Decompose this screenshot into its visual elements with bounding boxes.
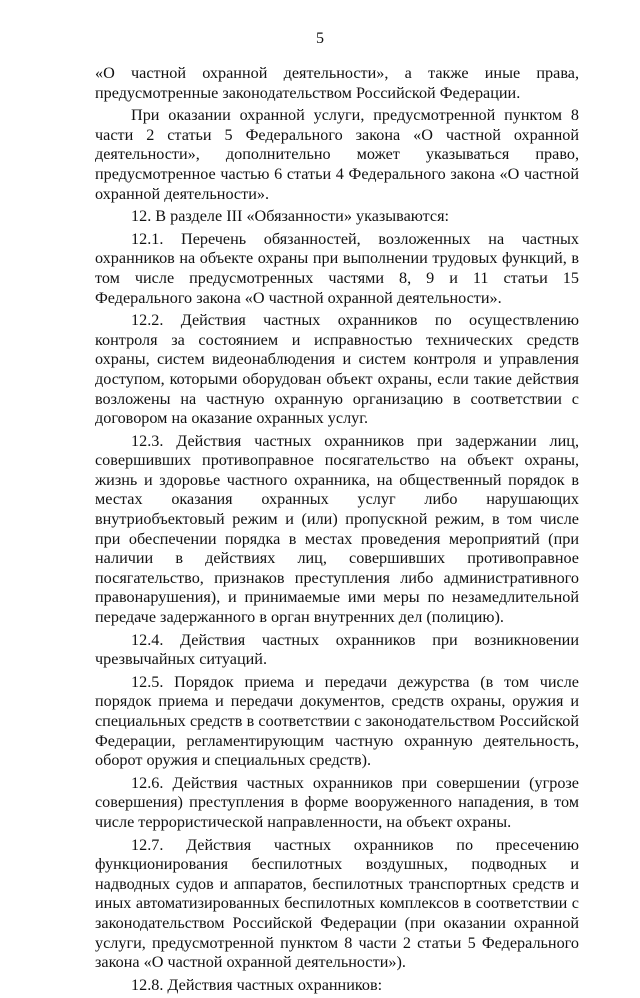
paragraph: 12.1. Перечень обязанностей, возложенных на частных охранников на объекте охраны при выполнении трудовых функций, в том числе предусмотренных частями 8, 9 и 11 статьи 15 Федерального закона «О частной охранной деятельности». <box>95 229 579 307</box>
document-body <box>95 64 579 998</box>
paragraph: 12.7. Действия частных охранников по пресечению функционирования беспилотных воздушных, подводных и надводных судов и аппаратов, беспилотных транспортных средств и иных автоматизированных беспилотных комплексов в соответствии с законодательством Российской Федерации (при оказании охранной услуги, предусмотренной пунктом 8 части 2 статьи 5 Федерального закона «О частной охранной деятельности»). <box>95 835 579 972</box>
paragraph: 12.8. Действия частных охранников: <box>131 975 383 994</box>
page-number: 5 <box>316 30 324 47</box>
paragraph: 12.3. Действия частных охранников при задержании лиц, совершивших противоправное посягательство на объект охраны, жизнь и здоровье частного охранника, на общественный порядок в местах оказания охранных услуг либо нарушающих внутриобъектовый режим и (или) пропускной режим, в том числе при обеспечении порядка в местах проведения мероприятий (при наличии в действиях лиц, совершивших противоправное посягательство, признаков преступления либо административного правонарушения), и принимаемые ими меры по незамедлительной передаче задержанного в орган внутренних дел (полицию). <box>95 431 579 627</box>
paragraph: При оказании охранной услуги, предусмотренной пунктом 8 части 2 статьи 5 Федерального закона «О частной охранной деятельности», дополнительно может указываться право, предусмотренное частью 6 статьи 4 Федерального закона «О частной охранной деятельности». <box>95 106 579 203</box>
paragraph: 12.4. Действия частных охранников при возникновении чрезвычайных ситуаций. <box>95 630 579 669</box>
paragraph: «О частной охранной деятельности», а также иные права, предусмотренные законодательством Российской Федерации. <box>95 64 579 102</box>
paragraph: 12.2. Действия частных охранников по осуществлению контроля за состоянием и исправностью технических средств охраны, систем видеонаблюдения и систем контроля и управления доступом, которыми оборудован объект охраны, если такие действия возложены на частную охранную организацию в соответствии с договором на оказание охранных услуг. <box>95 311 579 428</box>
paragraph: 12.6. Действия частных охранников при совершении (угрозе совершения) преступления в форме вооруженного нападения, в том числе террористической направленности, на объект охраны. <box>95 773 579 831</box>
section-heading: 12. В разделе III «Обязанности» указываются: <box>131 207 450 226</box>
paragraph: 12.5. Порядок приема и передачи дежурства (в том числе порядок приема и передачи документов, средств охраны, оружия и специальных средств в соответствии с законодательством Российской Федерации, регламентирующим частную охранную деятельность, оборот оружия и специальных средств). <box>95 672 579 770</box>
